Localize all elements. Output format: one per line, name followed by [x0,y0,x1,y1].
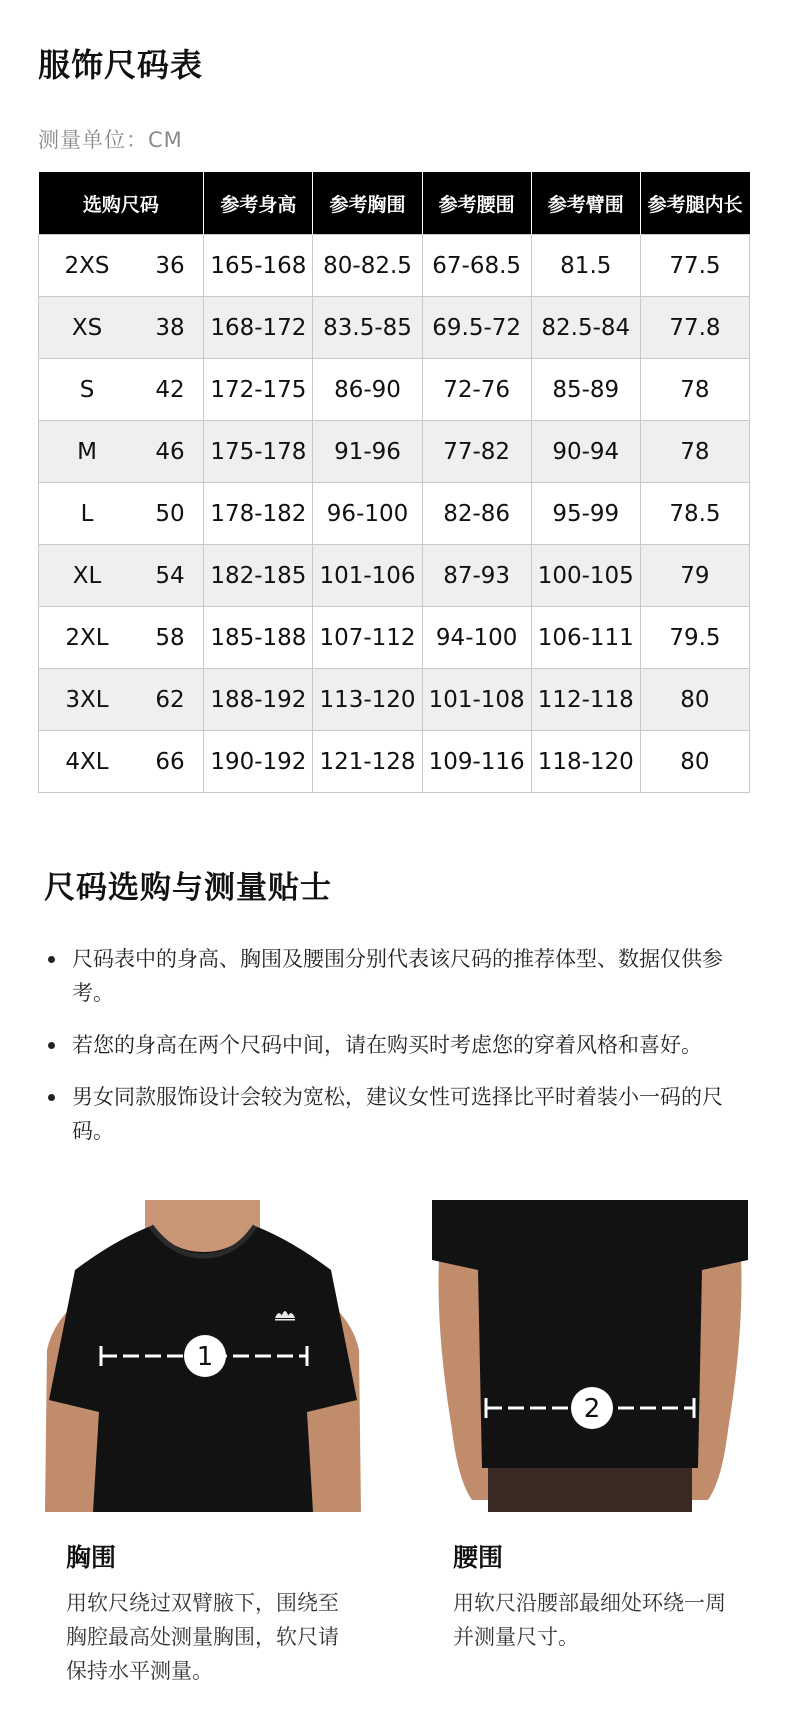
table-row [39,421,750,483]
tips-list [44,942,754,1166]
chest-measure-photo [45,1200,361,1512]
table-row [39,607,750,669]
inseam-cell: 78 [640,421,749,483]
chest-cell: 80-82.5 [313,235,422,297]
height-cell: 165-168 [204,235,313,297]
column-header: 参考臂围 [531,172,640,235]
size-cell [39,731,204,793]
column-header: 参考身高 [204,172,313,235]
marker-1: 1 [196,1342,214,1372]
waist-cell: 101-108 [422,669,531,731]
size-table [38,172,750,793]
arm-cell: 100-105 [531,545,640,607]
size-code: 46 [155,438,185,465]
waist-caption-text: 用软尺沿腰部最细处环绕一周并测量尺寸。 [453,1591,726,1649]
chest-caption-text: 用软尺绕过双臂腋下，围绕至胸腔最高处测量胸围，软尺请保持水平测量。 [66,1591,339,1683]
table-row [39,731,750,793]
waist-cell: 87-93 [422,545,531,607]
column-header: 参考腰围 [422,172,531,235]
marker-2: 2 [583,1394,601,1424]
size-label: 4XL [65,748,109,775]
table-row [39,297,750,359]
waist-caption-title: 腰围 [453,1543,504,1572]
size-code: 36 [155,252,185,279]
size-label: 3XL [65,686,109,713]
chest-cell: 91-96 [313,421,422,483]
height-cell: 178-182 [204,483,313,545]
size-code: 58 [155,624,185,651]
chest-cell: 96-100 [313,483,422,545]
table-header-row [39,172,750,235]
waist-cell: 82-86 [422,483,531,545]
inseam-cell: 80 [640,669,749,731]
size-label: M [77,438,97,465]
inseam-cell: 80 [640,731,749,793]
waist-cell: 77-82 [422,421,531,483]
waist-cell: 72-76 [422,359,531,421]
arm-cell: 112-118 [531,669,640,731]
size-cell [39,607,204,669]
page-title: 服饰尺码表 [38,46,204,84]
height-cell: 172-175 [204,359,313,421]
inseam-cell: 78.5 [640,483,749,545]
size-cell [39,421,204,483]
arm-cell: 106-111 [531,607,640,669]
arm-cell: 81.5 [531,235,640,297]
unit-label: 测量单位：CM [38,128,183,152]
size-cell [39,235,204,297]
table-row [39,545,750,607]
size-code: 66 [155,748,185,775]
arm-cell: 82.5-84 [531,297,640,359]
waist-cell: 94-100 [422,607,531,669]
inseam-cell: 79.5 [640,607,749,669]
size-code: 54 [155,562,185,589]
chest-caption-title: 胸围 [66,1543,117,1572]
chest-cell: 86-90 [313,359,422,421]
height-cell: 175-178 [204,421,313,483]
tips-title: 尺码选购与测量贴士 [44,870,332,906]
size-code: 62 [155,686,185,713]
column-header: 参考腿内长 [640,172,749,235]
size-label: S [79,376,95,403]
size-cell [39,545,204,607]
size-code: 42 [155,376,185,403]
arm-cell: 90-94 [531,421,640,483]
inseam-cell: 77.8 [640,297,749,359]
chest-cell: 113-120 [313,669,422,731]
chest-cell: 107-112 [313,607,422,669]
column-header: 选购尺码 [39,172,204,235]
arm-cell: 95-99 [531,483,640,545]
size-label: XL [72,562,102,589]
inseam-cell: 78 [640,359,749,421]
arm-cell: 85-89 [531,359,640,421]
height-cell: 190-192 [204,731,313,793]
size-cell [39,359,204,421]
inseam-cell: 77.5 [640,235,749,297]
height-cell: 185-188 [204,607,313,669]
column-header: 参考胸围 [313,172,422,235]
height-cell: 188-192 [204,669,313,731]
waist-cell: 67-68.5 [422,235,531,297]
table-row [39,483,750,545]
waist-cell: 109-116 [422,731,531,793]
tip-item: 尺码表中的身高、胸围及腰围分别代表该尺码的推荐体型、数据仅供参考。 [44,942,754,1010]
size-cell [39,669,204,731]
arm-cell: 118-120 [531,731,640,793]
waist-measure-photo [432,1200,748,1512]
tip-item: 若您的身高在两个尺码中间，请在购买时考虑您的穿着风格和喜好。 [44,1028,754,1062]
table-row [39,235,750,297]
inseam-cell: 79 [640,545,749,607]
size-cell [39,483,204,545]
tip-item: 男女同款服饰设计会较为宽松，建议女性可选择比平时着装小一码的尺码。 [44,1080,754,1148]
size-label: XS [71,314,103,341]
size-label: L [80,500,94,527]
height-cell: 182-185 [204,545,313,607]
height-cell: 168-172 [204,297,313,359]
size-cell [39,297,204,359]
chest-cell: 83.5-85 [313,297,422,359]
size-label: 2XS [64,252,110,279]
size-code: 50 [155,500,185,527]
table-row [39,669,750,731]
chest-cell: 121-128 [313,731,422,793]
size-code: 38 [155,314,185,341]
chest-cell: 101-106 [313,545,422,607]
table-row [39,359,750,421]
size-label: 2XL [65,624,109,651]
waist-cell: 69.5-72 [422,297,531,359]
